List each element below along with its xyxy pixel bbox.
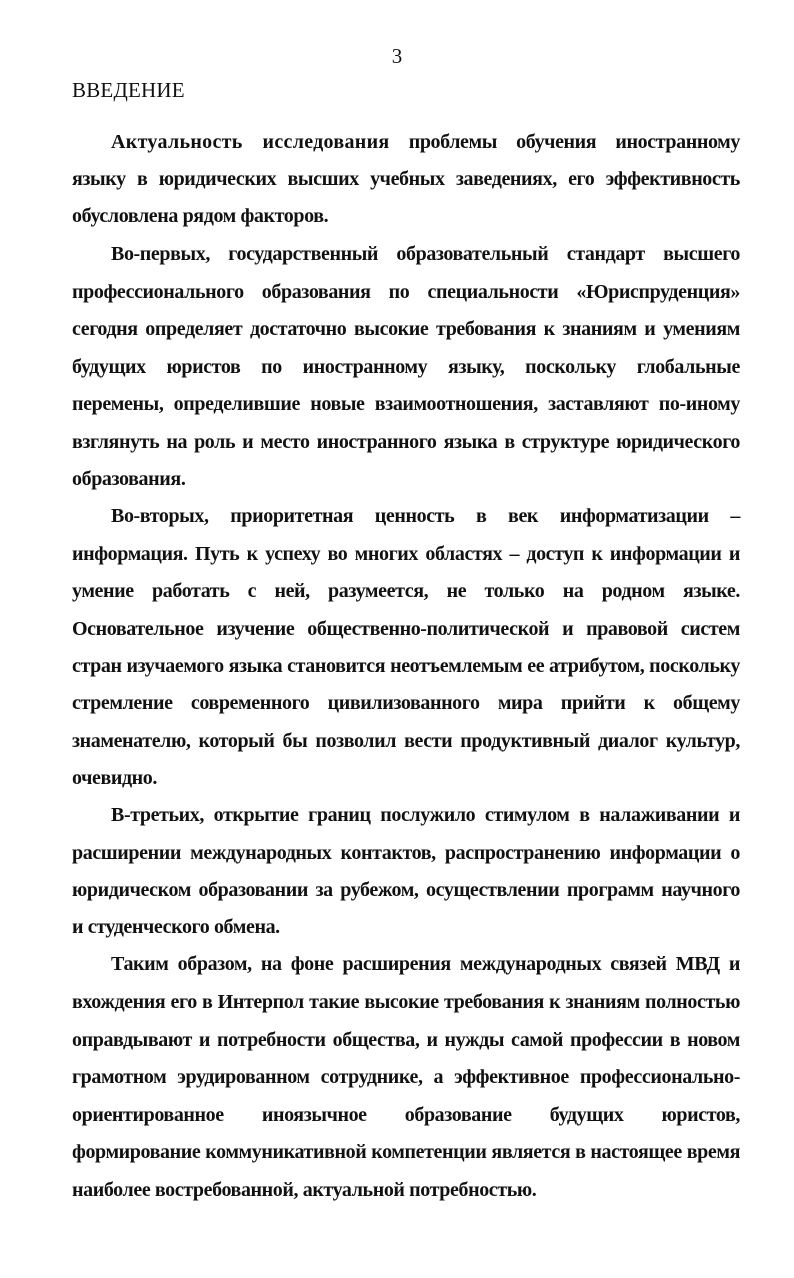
- paragraph-3-line-7: знаменателю, который бы позволил вести продуктивный диалог культур,: [72, 730, 740, 752]
- paragraph-3-line-4: Основательное изучение общественно-политической и правовой систем: [72, 618, 740, 640]
- section-heading: ВВЕДЕНИЕ: [72, 78, 185, 102]
- paragraph-4-line-3: юридическом образовании за рубежом, осуществлении программ научного: [72, 879, 740, 901]
- paragraph-2-line-3: сегодня определяет достаточно высокие требования к знаниям и умениям: [72, 318, 740, 340]
- paragraph-5-line-1: Таким образом, на фоне расширения международных связей МВД и: [111, 953, 740, 975]
- paragraph-3-line-8: очевидно.: [72, 767, 158, 789]
- paragraph-2-line-6: взглянуть на роль и место иностранного языка в структуре юридического: [72, 431, 740, 453]
- paragraph-3-line-2: информация. Путь к успеху во многих областях – доступ к информации и: [72, 543, 740, 565]
- paragraph-1-lead: Актуальность исследования: [111, 131, 390, 153]
- paragraph-2-line-5: перемены, определившие новые взаимоотношения, заставляют по-иному: [72, 393, 740, 415]
- paragraph-2-line-2: профессионального образования по специальности «Юриспруденция»: [72, 281, 740, 303]
- paragraph-5-line-5: ориентированное иноязычное образование будущих юристов,: [72, 1104, 740, 1126]
- paragraph-5-line-2: вхождения его в Интерпол такие высокие требования к знаниям полностью: [72, 991, 740, 1013]
- paragraph-1-line-1: [111, 128, 740, 156]
- paragraph-4-line-1: В-третьих, открытие границ послужило стимулом в налаживании и: [111, 804, 740, 826]
- paragraph-5-line-4: грамотном эрудированном сотруднике, а эффективное профессионально-: [72, 1066, 740, 1088]
- paragraph-3-line-5: стран изучаемого языка становится неотъемлемым ее атрибутом, поскольку: [72, 655, 740, 677]
- paragraph-5-line-6: формирование коммуникативной компетенции является в настоящее время: [72, 1141, 740, 1163]
- paragraph-4-line-2: расширении международных контактов, распространению информации о: [72, 842, 740, 864]
- paragraph-3-line-1: Во-вторых, приоритетная ценность в век информатизации –: [111, 505, 740, 527]
- paragraph-3-line-6: стремление современного цивилизованного мира прийти к общему: [72, 692, 740, 714]
- paragraph-1-line-1-text: проблемы обучения иностранному: [389, 131, 740, 153]
- paragraph-2-line-1: Во-первых, государственный образовательный стандарт высшего: [111, 243, 740, 265]
- paragraph-1-line-2: языку в юридических высших учебных заведениях, его эффективность: [72, 168, 740, 190]
- paragraph-3-line-3: умение работать с ней, разумеется, не только на родном языке.: [72, 580, 740, 602]
- paragraph-5-line-3: оправдывают и потребности общества, и нужды самой профессии в новом: [72, 1029, 740, 1051]
- paragraph-1-line-3: обусловлена рядом факторов.: [72, 205, 329, 227]
- paragraph-5-line-7: наиболее востребованной, актуальной потребностью.: [72, 1179, 537, 1201]
- page-number: 3: [391, 44, 403, 68]
- paragraph-2-line-4: будущих юристов по иностранному языку, поскольку глобальные: [72, 356, 740, 378]
- paragraph-4-line-4: и студенческого обмена.: [72, 916, 280, 938]
- paragraph-2-line-7: образования.: [72, 468, 186, 490]
